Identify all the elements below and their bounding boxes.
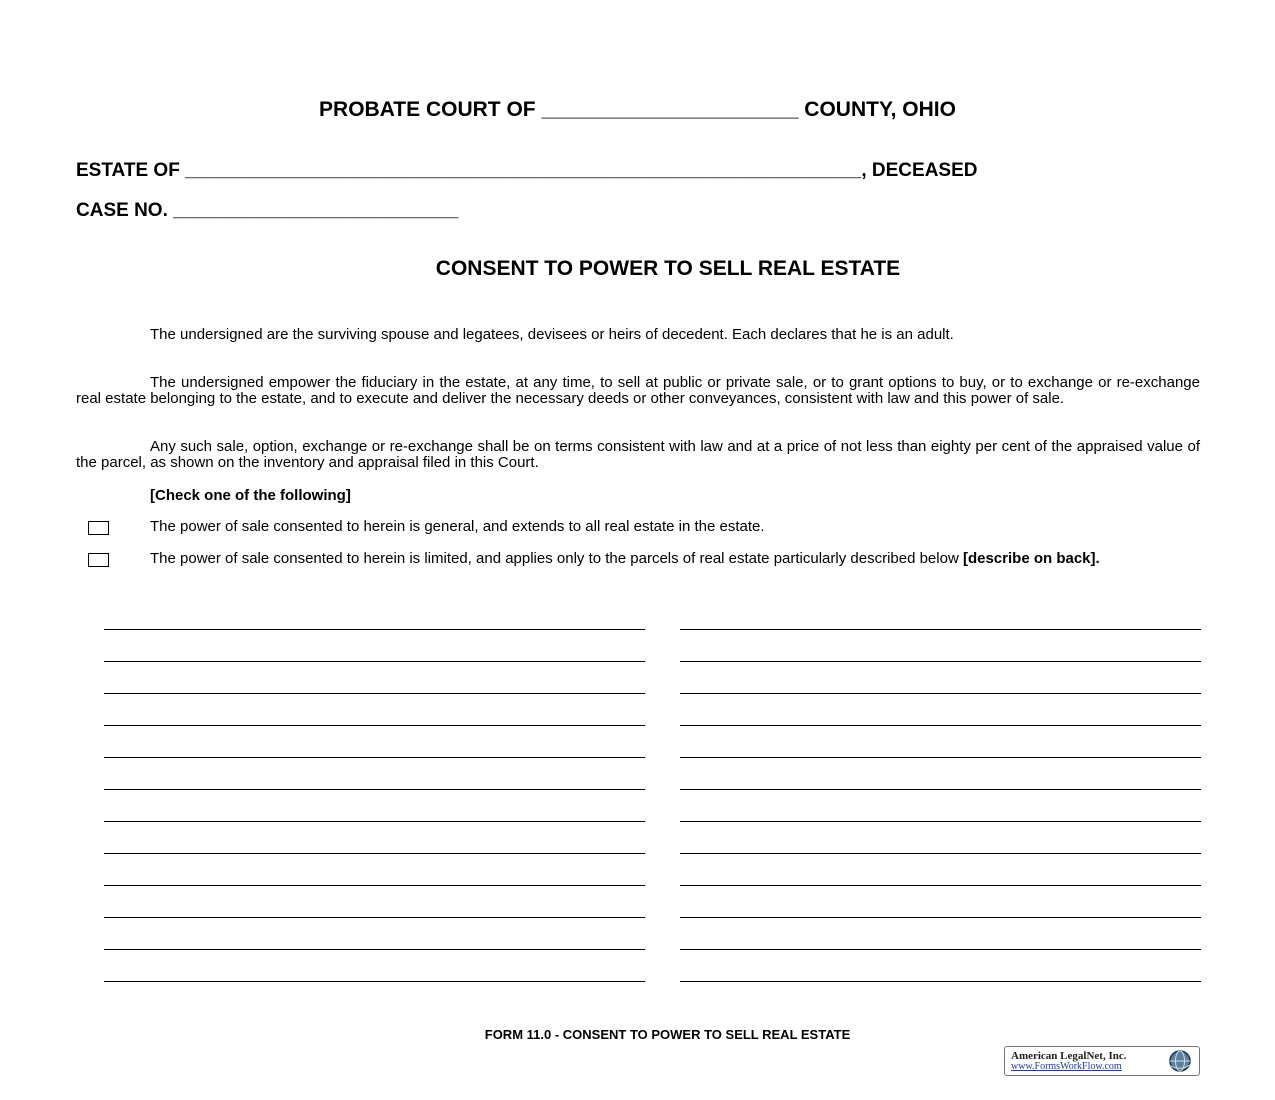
description-line[interactable] [104,725,645,726]
check-instruction: [Check one of the following] [150,487,351,504]
description-line[interactable] [104,949,645,950]
description-line[interactable] [680,661,1201,662]
estate-line [76,160,978,182]
logo-company: American LegalNet, Inc. [1011,1050,1127,1062]
paragraph-3 [76,439,1200,471]
case-label: CASE NO. [76,200,168,221]
american-legalnet-logo [1004,1046,1200,1076]
description-line[interactable] [104,789,645,790]
court-suffix: COUNTY, OHIO [804,98,956,121]
description-line[interactable] [104,821,645,822]
paragraph-1 [76,327,1200,343]
limited-checkbox[interactable] [88,553,109,567]
description-line[interactable] [104,917,645,918]
county-field[interactable]: ______________________ [541,98,799,121]
description-line[interactable] [680,853,1201,854]
estate-label: ESTATE OF [76,160,180,181]
general-option-text: The power of sale consented to herein is general, and extends to all real estate in the estate. [150,518,765,535]
description-line[interactable] [680,981,1201,982]
description-line[interactable] [104,757,645,758]
estate-suffix: , DECEASED [861,160,978,181]
description-line[interactable] [680,629,1201,630]
description-line[interactable] [104,981,645,982]
limited-option-main: The power of sale consented to herein is limited, and applies only to the parcels of real estate particularly described below [150,550,959,567]
description-line[interactable] [680,949,1201,950]
description-line[interactable] [104,853,645,854]
case-number-field[interactable]: ___________________________ [173,200,459,221]
paragraph-2 [76,375,1200,407]
case-line [76,200,458,222]
court-heading [0,98,1275,122]
limited-option-note: [describe on back]. [962,550,1100,567]
logo-url[interactable]: www.FormsWorkFlow.com [1011,1061,1122,1072]
form-footer: FORM 11.0 - CONSENT TO POWER TO SELL REAL ESTATE [484,1027,851,1042]
description-line[interactable] [680,789,1201,790]
description-line[interactable] [680,885,1201,886]
paragraph-text: The undersigned empower the fiduciary in the estate, at any time, to sell at public or private sale, or to grant options to buy, or to exchange or re-exchange real estate belonging to the estate, and to execute and deliver the necessary deeds or other conveyances, consistent with law and this power of sale. [76,374,1200,407]
description-line[interactable] [680,917,1201,918]
estate-name-field[interactable]: ________________________________________________________________ [185,160,862,181]
description-line[interactable] [680,821,1201,822]
description-line[interactable] [680,693,1201,694]
paragraph-text: Any such sale, option, exchange or re-exchange shall be on terms consistent with law and at a price of not less than eighty per cent of the appraised value of the parcel, as shown on the inventory and appraisal filed in this Court. [76,438,1200,471]
description-line[interactable] [104,629,645,630]
globe-icon [1167,1049,1193,1073]
description-line[interactable] [680,725,1201,726]
court-prefix: PROBATE COURT OF [319,98,536,121]
description-line[interactable] [104,885,645,886]
description-line[interactable] [104,661,645,662]
limited-option-text [150,551,1160,567]
form-title: CONSENT TO POWER TO SELL REAL ESTATE [435,257,901,280]
description-line[interactable] [104,693,645,694]
paragraph-text: The undersigned are the surviving spouse and legatees, devisees or heirs of decedent. Each declares that he is an adult. [150,326,954,343]
general-checkbox[interactable] [88,521,109,535]
description-line[interactable] [680,757,1201,758]
